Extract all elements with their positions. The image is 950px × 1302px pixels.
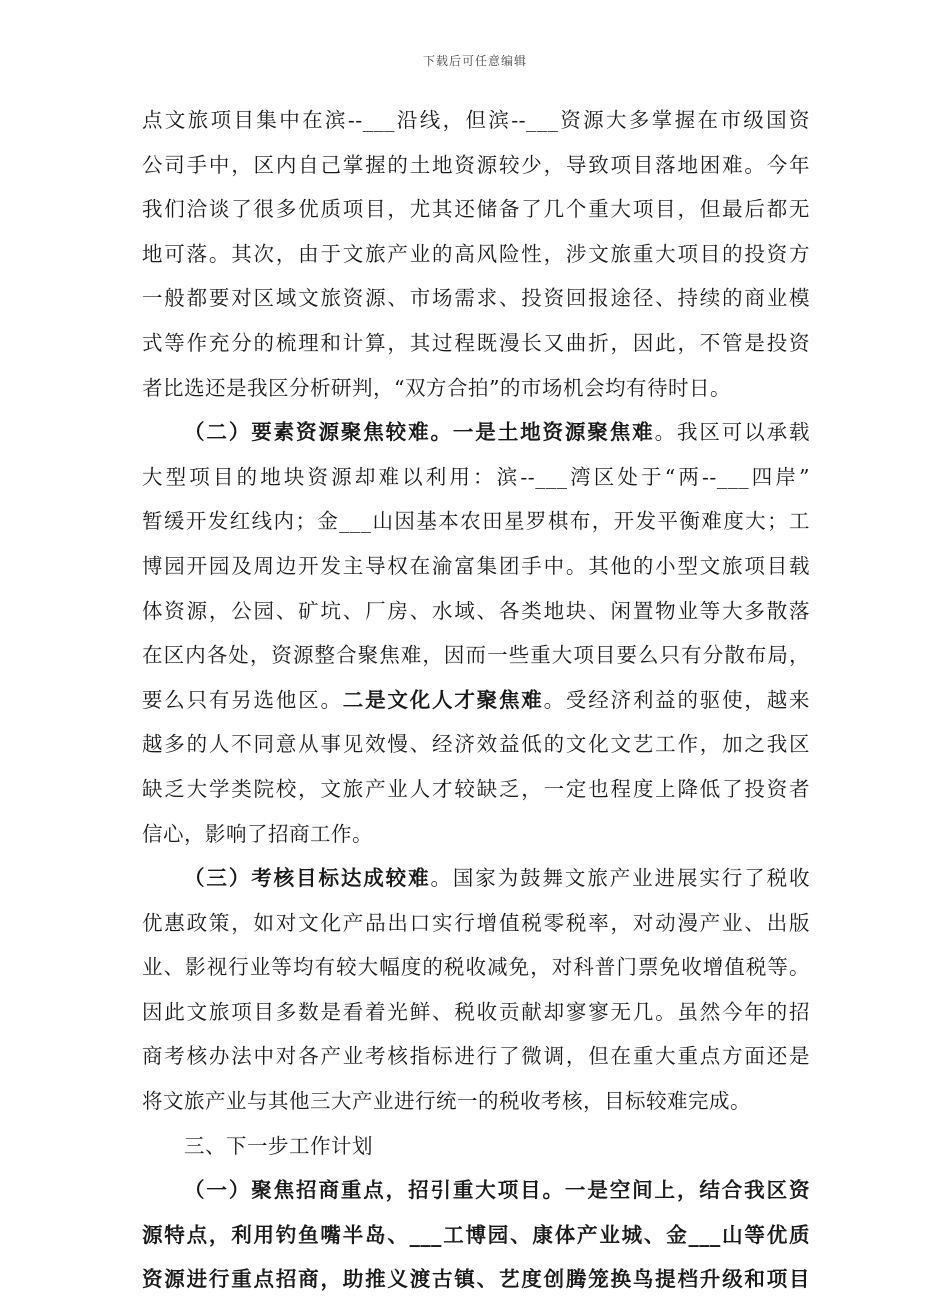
text-line: 商考核办法中对各产业考核指标进行了微调，但在重大重点方面还是 <box>142 1044 810 1069</box>
text-fragment: 要么只有另选他区。 <box>142 687 343 712</box>
text-line: 者比选还是我区分析研判，“双方合拍”的市场机会均有待时日。 <box>142 375 731 400</box>
text-line: 越多的人不同意从事见效慢、经济效益低的文化文艺工作，加之我区 <box>142 732 810 757</box>
chapter-heading: 三、下一步工作计划 <box>184 1133 373 1158</box>
text-line: 在区内各处，资源整合聚焦难，因而一些重大项目要么只有分散布局， <box>142 643 810 668</box>
text-line: 地可落。其次，由于文旅产业的高风险性，涉文旅重大项目的投资方 <box>142 241 810 266</box>
bold-text-line: （一）聚焦招商重点，招引重大项目。一是空间上，结合我区资 <box>184 1178 810 1203</box>
text-line <box>142 678 810 723</box>
page-header: 下载后可任意编辑 <box>422 54 527 68</box>
section-heading-line <box>142 410 810 455</box>
text-line: 点文旅项目集中在滨--___沿线，但滨--___资源大多掌握在市级国资 <box>142 108 810 132</box>
text-fragment: 。受经济利益的驱使，越来 <box>543 687 811 712</box>
section-heading-line <box>142 856 810 901</box>
text-fragment: 。国家为鼓舞文旅产业进展实行了税收 <box>430 866 811 891</box>
text-line: 信心，影响了招商工作。 <box>142 821 373 846</box>
text-line: 公司手中，区内自己掌握的土地资源较少，导致项目落地困难。今年 <box>142 152 810 177</box>
text-line: 因此文旅项目多数是看着光鲜、税收贡献却寥寥无几。虽然今年的招 <box>142 999 810 1024</box>
text-line: 缺乏大学类院校，文旅产业人才较缺乏，一定也程度上降低了投资者 <box>142 776 810 801</box>
text-line: 将文旅产业与其他三大产业进行统一的税收考核，目标较难完成。 <box>142 1089 751 1114</box>
section-heading: （二）要素资源聚焦较难。一是土地资源聚焦难 <box>184 420 655 445</box>
text-line: 暂缓开发红线内；金___山因基本农田星罗棋布，开发平衡难度大；工 <box>142 509 810 534</box>
inline-heading: 二是文化人才聚焦难 <box>342 687 544 712</box>
section-heading: （三）考核目标达成较难 <box>184 866 431 891</box>
text-line: 一般都要对区域文旅资源、市场需求、投资回报途径、持续的商业模 <box>142 286 810 311</box>
document-body <box>142 98 810 1302</box>
text-line: 优惠政策，如对文化产品出口实行增值税零税率，对动漫产业、出版 <box>142 910 810 935</box>
text-fragment: 。我区可以承载 <box>654 420 811 445</box>
text-line: 体资源，公园、矿坑、厂房、水域、各类地块、闲置物业等大多散落 <box>142 598 810 623</box>
text-line: 我们洽谈了很多优质项目，尤其还储备了几个重大项目，但最后都无 <box>142 197 810 222</box>
bold-text-line: 资源进行重点招商，助推义渡古镇、艺度创腾笼换鸟提档升级和项目 <box>142 1267 810 1292</box>
text-line: 式等作充分的梳理和计算，其过程既漫长又曲折，因此，不管是投资 <box>142 330 810 355</box>
text-line: 大型项目的地块资源却难以利用：滨--___湾区处于“两--___四岸” <box>142 464 810 489</box>
bold-text-line: 源特点，利用钓鱼嘴半岛、___工博园、康体产业城、金___山等优质 <box>142 1222 810 1247</box>
text-line: 博园开园及周边开发主导权在渝富集团手中。其他的小型文旅项目载 <box>142 553 810 578</box>
text-line: 业、影视行业等均有较大幅度的税收减免，对科普门票免收增值税等。 <box>142 955 810 980</box>
